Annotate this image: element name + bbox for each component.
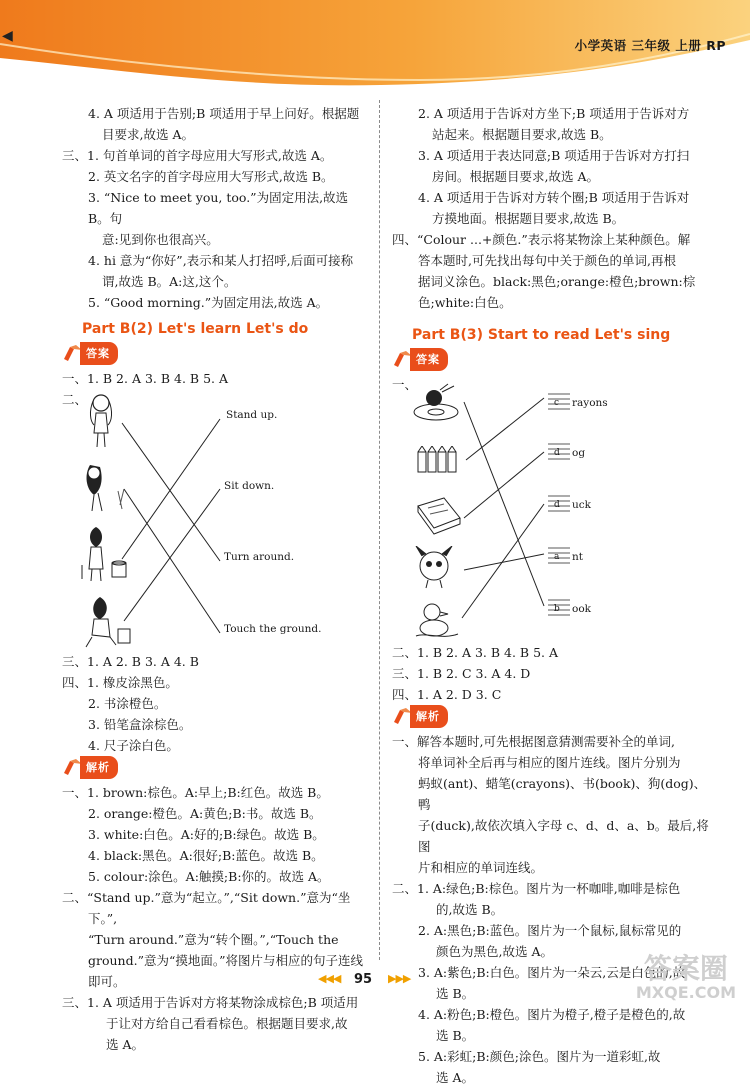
text-line: 4. black:黑色。A:很好;B:蓝色。故选 B。 — [88, 848, 324, 863]
part-b3-title: Part B(3) Start to read Let's sing — [412, 327, 671, 343]
answers-1: 一、1. B 2. A 3. B 4. B 5. A — [62, 371, 229, 386]
right-column — [392, 103, 710, 1088]
answers-3: 三、1. A 2. B 3. A 4. B — [62, 654, 199, 669]
match-label-turn-around: Turn around. — [224, 551, 295, 563]
text-line: 4. hi 意为“你好”,表示和某人打招呼,后面可接称 — [88, 253, 354, 268]
text-line: 3. A 项适用于表达同意;B 项适用于告诉对方打扫 — [418, 148, 690, 163]
text-line: 三、1. 句首单词的首字母应用大写形式,故选 A。 — [62, 148, 333, 163]
match-label-sit-down: Sit down. — [224, 480, 275, 492]
text-line: 2. A:黑色;B:蓝色。图片为一个鼠标,鼠标常见的 — [418, 923, 682, 938]
prev-arrows-icon: ◀◀◀ — [318, 972, 341, 985]
text-line: 3. white:白色。A:好的;B:绿色。故选 B。 — [88, 827, 325, 842]
text-line: 于让对方给自己看看棕色。根据题目要求,故 — [106, 1016, 348, 1031]
word-ending-3: uck — [572, 499, 592, 511]
text-line: 一、1. brown:棕色。A:早上;B:红色。故选 B。 — [62, 785, 329, 800]
text-line: 意:见到你也很高兴。 — [102, 232, 219, 247]
text-line: 答本题时,可先找出每句中关于颜色的单词,再根 — [418, 253, 676, 268]
match-line-1 — [122, 423, 220, 561]
word-line-5 — [462, 504, 544, 618]
text-line: 颜色为黑色,故选 A。 — [436, 944, 553, 959]
text-line: 选 B。 — [436, 1028, 475, 1043]
word-letter-5: b — [554, 604, 560, 614]
match-line-3 — [122, 419, 220, 559]
word-letter-3: d — [554, 500, 560, 510]
text-line: 4. A 项适用于告别;B 项适用于早上问好。根据题 — [88, 106, 360, 121]
word-ending-5: ook — [572, 603, 592, 615]
text-line: 一、解答本题时,可先根据图意猜测需要补全的单词, — [392, 734, 675, 749]
matching-exercise — [62, 389, 372, 651]
text-line: 谓,故选 B。A:这,这个。 — [102, 274, 237, 289]
text-line: 2. 书涂橙色。 — [88, 696, 167, 711]
text-line: 色;white:白色。 — [418, 295, 512, 310]
answers-2: 二、1. B 2. A 3. B 4. B 5. A — [392, 645, 559, 660]
text-line: 3. 铅笔盒涂棕色。 — [88, 717, 192, 732]
text-line: 选 A。 — [106, 1037, 145, 1052]
page-number: 95 — [354, 972, 373, 987]
text-line: 四、1. 橡皮涂黑色。 — [62, 675, 178, 690]
right-top-text — [392, 103, 710, 313]
word-line-4 — [464, 554, 544, 570]
text-line: 4. A 项适用于告诉对方转个圈;B 项适用于告诉对 — [418, 190, 690, 205]
text-line: 2. A 项适用于告诉对方坐下;B 项适用于告诉对方 — [418, 106, 690, 121]
answer-tag-label: 答案 — [410, 348, 448, 371]
text-line: 三、1. A 项适用于告诉对方将某物涂成棕色;B 项适用 — [62, 995, 359, 1010]
left-top-text — [62, 103, 372, 313]
word-letter-4: a — [554, 552, 560, 562]
text-line: 据词义涂色。black:黑色;orange:橙色;brown:棕 — [418, 274, 696, 289]
word-matching-exercise — [392, 374, 710, 642]
match-lines — [62, 389, 372, 651]
text-line: 2. 英文名字的首字母应用大写形式,故选 B。 — [88, 169, 334, 184]
text-line: 站起来。根据题目要求,故选 B。 — [432, 127, 612, 142]
text-line: 子(duck),故依次填入字母 c、d、d、a、b。最后,将图 — [418, 818, 709, 854]
left-column — [62, 103, 372, 1055]
text-line: 的,故选 B。 — [436, 902, 504, 917]
text-line: 5. “Good morning.”为固定用法,故选 A。 — [88, 295, 329, 310]
text-line: 四、“Colour ...+颜色.”表示将某物涂上某种颜色。解 — [392, 232, 691, 247]
analysis-tag-label: 解析 — [410, 705, 448, 728]
answers-2-label: 二、 — [62, 392, 88, 407]
text-line: 5. A:彩虹;B:颜色;涂色。图片为一道彩虹,故 — [418, 1049, 661, 1064]
word-ending-2: og — [572, 447, 586, 459]
answers-4: 四、1. A 2. D 3. C — [392, 687, 502, 702]
word-line-1 — [464, 402, 544, 606]
word-ending-1: rayons — [572, 397, 608, 409]
text-line: ground.”意为“摸地面。”将图片与相应的句子连线 — [88, 953, 364, 968]
text-line: 将单词补全后再与相应的图片连线。图片分别为 — [418, 755, 681, 770]
word-line-3 — [464, 452, 544, 518]
part-b2-title: Part B(2) Let's learn Let's do — [82, 321, 309, 337]
text-line: 方摸地面。根据题目要求,故选 B。 — [432, 211, 625, 226]
text-line: 4. 尺子涂白色。 — [88, 738, 179, 753]
next-arrows-icon: ▶▶▶ — [388, 972, 411, 985]
watermark-line2: MXQE.COM — [635, 983, 736, 1002]
match-label-stand-up: Stand up. — [226, 409, 278, 421]
answer-tag-label: 答案 — [80, 342, 118, 365]
header-title: 小学英语 三年级 上册 RP — [574, 38, 726, 53]
text-line: 4. A:粉色;B:橙色。图片为橙子,橙子是橙色的,故 — [418, 1007, 686, 1022]
text-line: 选 B。 — [436, 986, 475, 1001]
word-ending-4: nt — [572, 551, 583, 563]
text-line: 3. “Nice to meet you, too.”为固定用法,故选 B。句 — [88, 190, 349, 226]
word-lines — [392, 374, 710, 642]
match-line-2 — [124, 489, 220, 633]
text-line: 即可。 — [88, 974, 126, 989]
analysis-tag-label: 解析 — [80, 756, 118, 779]
text-line: 房间。根据题目要求,故选 A。 — [432, 169, 599, 184]
corner-arrow-icon: ◀ — [2, 28, 13, 44]
column-divider — [379, 100, 380, 960]
word-letter-1: c — [554, 398, 560, 408]
answer-tag — [62, 344, 118, 362]
analysis-tag — [392, 707, 448, 725]
text-line: 片和相应的单词连线。 — [418, 860, 544, 875]
text-line: 选 A。 — [436, 1070, 475, 1085]
match-line-4 — [124, 489, 220, 621]
answers-4 — [62, 672, 372, 756]
word-letter-2: d — [554, 448, 560, 458]
watermark-line1: 答案圈 — [643, 952, 728, 985]
watermark-logo — [636, 954, 736, 1002]
word-line-2 — [466, 398, 544, 460]
text-line: 蚂蚁(ant)、蜡笔(crayons)、书(book)、狗(dog)、鸭 — [418, 776, 707, 812]
text-line: 5. colour:涂色。A:触摸;B:你的。故选 A。 — [88, 869, 330, 884]
text-line: 3. A:紫色;B:白色。图片为一朵云,云是白色的,故 — [418, 965, 686, 980]
answers-3: 三、1. B 2. C 3. A 4. D — [392, 666, 531, 681]
left-analysis — [62, 782, 372, 1055]
answer-tag — [392, 350, 448, 368]
text-line: “Turn around.”意为“转个圈。”,“Touch the — [88, 932, 339, 947]
text-line: 二、1. A:绿色;B:棕色。图片为一杯咖啡,咖啡是棕色 — [392, 881, 681, 896]
right-analysis — [392, 731, 710, 1088]
match-label-touch-ground: Touch the ground. — [224, 623, 322, 635]
text-line: 目要求,故选 A。 — [102, 127, 194, 142]
answers-1-label: 一、 — [392, 377, 418, 392]
text-line: 二、“Stand up.”意为“起立。”,“Sit down.”意为“坐下。”, — [62, 890, 351, 926]
analysis-tag — [62, 758, 118, 776]
text-line: 2. orange:橙色。A:黄色;B:书。故选 B。 — [88, 806, 322, 821]
